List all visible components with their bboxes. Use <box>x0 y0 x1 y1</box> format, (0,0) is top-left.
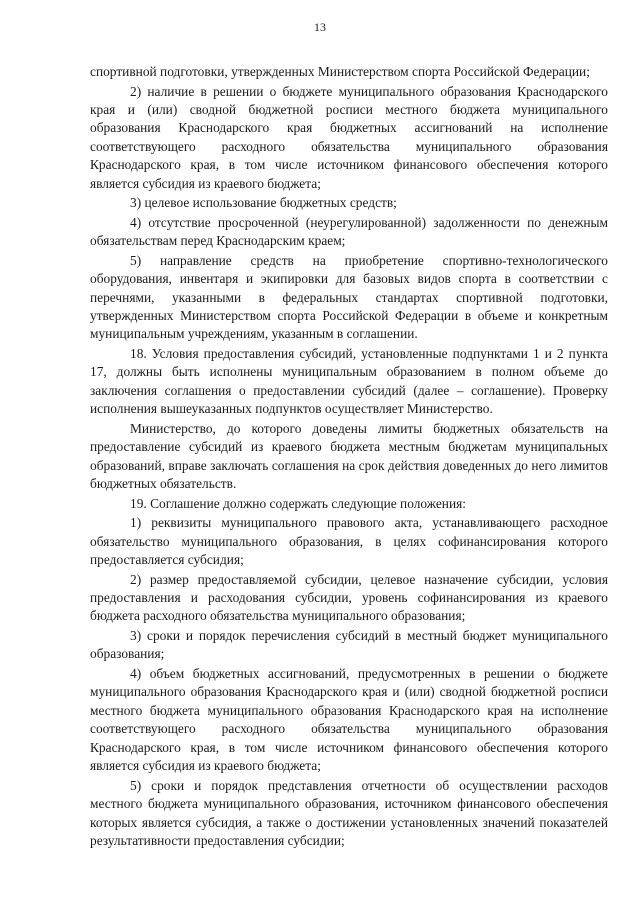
paragraph: 2) размер предоставляемой субсидии, целевое назначение субсидии, условия предоставления и расходования субсидии, уровень софинансирования из краевого бюджета расходного обязательства муниципального образования; <box>90 571 608 624</box>
document-body <box>90 63 608 852</box>
paragraph: спортивной подготовки, утвержденных Министерством спорта Российской Федерации; <box>90 64 590 79</box>
paragraph: 3) целевое использование бюджетных средств; <box>130 195 397 211</box>
paragraph: 3) сроки и порядок перечисления субсидий в местный бюджет муниципального образования; <box>90 628 608 662</box>
paragraph: 1) реквизиты муниципального правового акта, устанавливающего расходное обязательство муниципального образования, в целях софинансирования которого предоставляется субсидия; <box>90 515 608 568</box>
paragraph: Министерство, до которого доведены лимиты бюджетных обязательств на предоставление субсидий из краевого бюджета местным бюджетам муниципальных образований, вправе заключать соглашения на срок действия доведенных до него лимитов бюджетных обязательств. <box>90 420 608 492</box>
paragraph: 5) направление средств на приобретение спортивно-технологического оборудования, инвентаря и экипировки для базовых видов спорта в соответствии с перечнями, указанными в федеральных стандартах спортивной подготовки, утвержденных Министерством спорта Российской Федерации в объеме и конкретным муниципальным учреждениям, указанным в соглашении. <box>90 252 608 342</box>
paragraph: 4) отсутствие просроченной (неурегулированной) задолженности по денежным обязательствам перед Краснодарским краем; <box>90 214 608 249</box>
page-number: 13 <box>314 20 326 34</box>
paragraph: 2) наличие в решении о бюджете муниципального образования Краснодарского края и (или) сводной бюджетной росписи местного бюджета муниципального образования Краснодарского края бюджетных ассигнований на исполнение соответствующего расходного обязательства муниципального образования Краснодарского края, в том числе источником финансового обеспечения которого является субсидия из краевого бюджета; <box>90 83 608 191</box>
paragraph: 18. Условия предоставления субсидий, установленные подпунктами 1 и 2 пункта 17, должны быть исполнены муниципальным образованием в полном объеме до заключения соглашения о предоставлении субсидий (далее – соглашение). Проверку исполнения вышеуказанных подпунктов осуществляет Министерство. <box>90 346 608 417</box>
paragraph: 4) объем бюджетных ассигнований, предусмотренных в решении о бюджете муниципального образования Краснодарского края и (или) сводной бюджетной росписи местного бюджета муниципального образования Краснодарского края на исполнение соответствующего расходного обязательства муниципального образования Краснодарского края, в том числе источником финансового обеспечения которого является субсидия из краевого бюджета; <box>90 666 608 774</box>
paragraph: 5) сроки и порядок представления отчетности об осуществлении расходов местного бюджета муниципального образования, источником финансового обеспечения которых является субсидия, а также о достижении установленных значений показателей результативности предоставления субсидии; <box>90 777 608 848</box>
paragraph: 19. Соглашение должно содержать следующие положения: <box>130 495 466 511</box>
